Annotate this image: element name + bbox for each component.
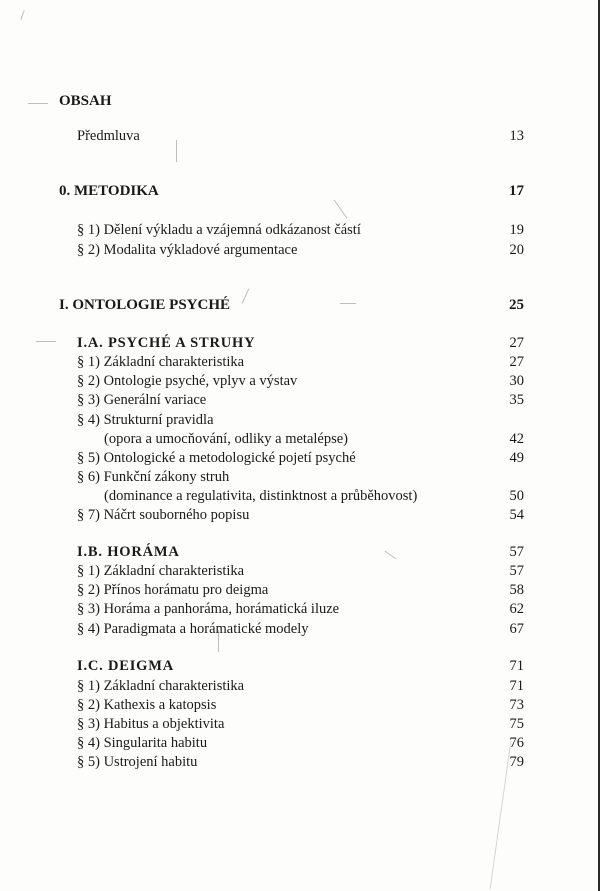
toc-entry-sublabel: (dominance a regulativita, distinktnost a průběhovost) <box>104 488 418 504</box>
toc-entry-label: § 5) Ustrojení habitu <box>77 754 198 770</box>
toc-entry[interactable] <box>0 371 600 391</box>
toc-entry-label: § 2) Kathexis a katopsis <box>77 697 217 713</box>
toc-entry-label: Předmluva <box>77 128 140 144</box>
toc-entry-page: 73 <box>509 697 524 713</box>
toc-entry-label: § 1) Základní charakteristika <box>77 354 245 370</box>
toc-entry-page: 49 <box>509 450 524 466</box>
toc-section-row[interactable] <box>0 333 600 353</box>
toc-entry-label: § 1) Základní charakteristika <box>77 563 245 579</box>
toc-section-row[interactable] <box>0 542 600 562</box>
toc-section-page: 27 <box>509 335 524 351</box>
toc-entry-page: 71 <box>509 678 524 694</box>
toc-entry-page: 67 <box>509 621 524 637</box>
toc-entry[interactable] <box>0 240 600 260</box>
toc-entry[interactable] <box>0 505 600 525</box>
toc-entry-page: 79 <box>509 754 524 770</box>
toc-section-page: 57 <box>509 544 524 560</box>
toc-section-title: I.A. PSYCHÉ A STRUHY <box>77 335 256 351</box>
toc-section-row[interactable] <box>0 656 600 676</box>
toc-entry[interactable] <box>0 390 600 410</box>
toc-part-row[interactable] <box>0 181 600 201</box>
toc-entry-label: § 3) Horáma a panhoráma, horámatická iluze <box>77 601 340 617</box>
toc-entry-sublabel: (opora a umocňování, odliky a metalépse) <box>104 431 349 447</box>
toc-part-page: 17 <box>509 183 524 199</box>
toc-entry-label: § 7) Náčrt souborného popisu <box>77 507 250 523</box>
toc-section-page: 71 <box>509 658 524 674</box>
toc-entry[interactable] <box>0 561 600 581</box>
toc-entry-page: 62 <box>509 601 524 617</box>
toc-entry-page: 57 <box>509 563 524 579</box>
toc-entry[interactable] <box>0 619 600 639</box>
toc-entry[interactable] <box>0 126 600 146</box>
toc-entry-continuation[interactable] <box>0 429 600 449</box>
toc-entry-label: § 4) Singularita habitu <box>77 735 208 751</box>
toc-entry[interactable] <box>0 599 600 619</box>
toc-entry-page: 20 <box>509 242 524 258</box>
toc-entry-page: 58 <box>509 582 524 598</box>
toc-entry[interactable] <box>0 752 600 772</box>
toc-entry-label: § 6) Funkční zákony struh <box>77 469 230 485</box>
toc-entry-continuation[interactable] <box>0 486 600 506</box>
toc-entry-label: § 3) Habitus a objektivita <box>77 716 225 732</box>
toc-entry[interactable] <box>0 714 600 734</box>
toc-part-row[interactable] <box>0 295 600 315</box>
toc-heading-row <box>0 91 600 111</box>
toc-entry-label: § 1) Základní charakteristika <box>77 678 245 694</box>
toc-entry-page: 35 <box>509 392 524 408</box>
toc-part-title: 0. METODIKA <box>59 183 159 199</box>
toc-entry-label: § 1) Dělení výkladu a vzájemná odkázanost částí <box>77 222 361 238</box>
toc-entry[interactable] <box>0 695 600 715</box>
toc-entry-page: 13 <box>509 128 524 144</box>
toc-entry-label: § 4) Strukturní pravidla <box>77 412 214 428</box>
toc-section-title: I.C. DEIGMA <box>77 658 175 674</box>
toc-entry-page: 42 <box>509 431 524 447</box>
toc-part-title: I. ONTOLOGIE PSYCHÉ <box>59 297 231 313</box>
toc-entry-label: § 3) Generální variace <box>77 392 207 408</box>
toc-entry[interactable] <box>0 467 600 487</box>
toc-heading: OBSAH <box>59 93 112 109</box>
toc-entry[interactable] <box>0 733 600 753</box>
toc-entry-page: 50 <box>509 488 524 504</box>
toc-entry-page: 76 <box>509 735 524 751</box>
toc-entry-label: § 2) Přínos horámatu pro deigma <box>77 582 269 598</box>
toc-entry-page: 54 <box>509 507 524 523</box>
toc-part-page: 25 <box>509 297 524 313</box>
toc-entry-label: § 4) Paradigmata a horámatické modely <box>77 621 309 637</box>
toc-entry[interactable] <box>0 220 600 240</box>
toc-section-title: I.B. HORÁMA <box>77 544 180 560</box>
toc-entry[interactable] <box>0 676 600 696</box>
toc-entry-label: § 2) Modalita výkladové argumentace <box>77 242 298 258</box>
toc-entry-label: § 5) Ontologické a metodologické pojetí psyché <box>77 450 356 466</box>
toc-entry-label: § 2) Ontologie psyché, vplyv a výstav <box>77 373 298 389</box>
toc-entry-page: 27 <box>509 354 524 370</box>
toc-entry-page: 30 <box>509 373 524 389</box>
toc-entry-page: 75 <box>509 716 524 732</box>
toc-entry[interactable] <box>0 352 600 372</box>
toc-entry-page: 19 <box>509 222 524 238</box>
scan-mark <box>20 10 24 20</box>
toc-entry[interactable] <box>0 410 600 430</box>
toc-entry[interactable] <box>0 448 600 468</box>
toc-entry[interactable] <box>0 580 600 600</box>
scan-mark <box>334 200 347 219</box>
